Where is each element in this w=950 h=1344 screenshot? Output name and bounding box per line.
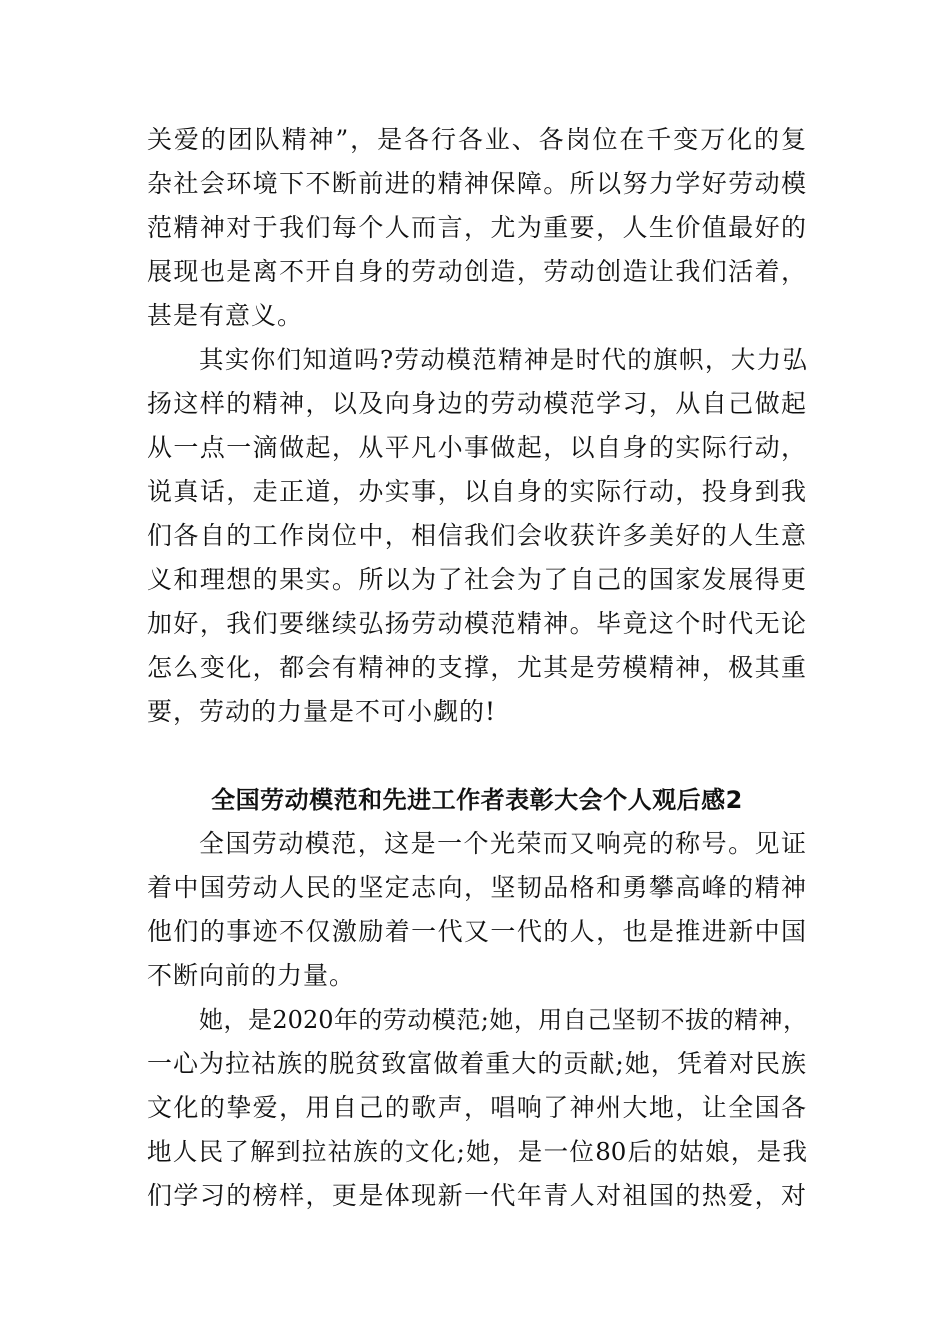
paragraph (147, 998, 807, 1218)
document-body (147, 118, 807, 1218)
text-line: 全国劳动模范，这是一个光荣而又响亮的称号。见证 (199, 829, 807, 858)
paragraph (147, 822, 807, 998)
paragraph (147, 118, 807, 338)
text-line: 范精神对于我们每个人而言，尤为重要，人生价值最好的 (147, 213, 807, 242)
paragraph (147, 338, 807, 734)
text-line: 地人民了解到拉祜族的文化;她，是一位80后的姑娘，是我 (147, 1137, 807, 1166)
text-line: 甚是有意义。 (147, 301, 304, 330)
text-line: 她，是2020年的劳动模范;她，用自己坚韧不拔的精神， (199, 1006, 807, 1034)
text-line: 怎么变化，都会有精神的支撑，尤其是劳模精神，极其重 (147, 653, 807, 682)
text-line: 着中国劳动人民的坚定志向，坚韧品格和勇攀高峰的精神 (147, 873, 807, 902)
text-line: 其实你们知道吗?劳动模范精神是时代的旗帜，大力弘 (199, 345, 807, 374)
text-line: 展现也是离不开自身的劳动创造，劳动创造让我们活着， (147, 257, 807, 286)
text-line: 扬这样的精神，以及向身边的劳动模范学习，从自己做起 (147, 389, 807, 418)
text-line: 从一点一滴做起，从平凡小事做起，以自身的实际行动， (147, 433, 807, 462)
blank-line (147, 734, 807, 778)
text-line: 不断向前的力量。 (147, 961, 356, 990)
text-line: 一心为拉祜族的脱贫致富做着重大的贡献;她，凭着对民族 (147, 1049, 807, 1078)
text-line: 关爱的团队精神”，是各行各业、各岗位在千变万化的复 (147, 125, 807, 154)
text-line: 义和理想的果实。所以为了社会为了自己的国家发展得更 (147, 565, 807, 594)
text-line: 文化的挚爱，用自己的歌声，唱响了神州大地，让全国各 (147, 1093, 807, 1122)
text-line: 要，劳动的力量是不可小觑的! (147, 697, 497, 726)
text-line: 加好，我们要继续弘扬劳动模范精神。毕竟这个时代无论 (147, 609, 807, 638)
text-line: 说真话，走正道，办实事，以自身的实际行动，投身到我 (147, 477, 807, 506)
text-line: 他们的事迹不仅激励着一代又一代的人，也是推进新中国 (147, 917, 807, 946)
text-line: 们各自的工作岗位中，相信我们会收获许多美好的人生意 (147, 521, 807, 550)
section-heading: 全国劳动模范和先进工作者表彰大会个人观后感2 (211, 786, 743, 814)
text-line: 们学习的榜样，更是体现新一代年青人对祖国的热爱，对 (147, 1181, 807, 1210)
text-line: 杂社会环境下不断前进的精神保障。所以努力学好劳动模 (147, 169, 807, 198)
